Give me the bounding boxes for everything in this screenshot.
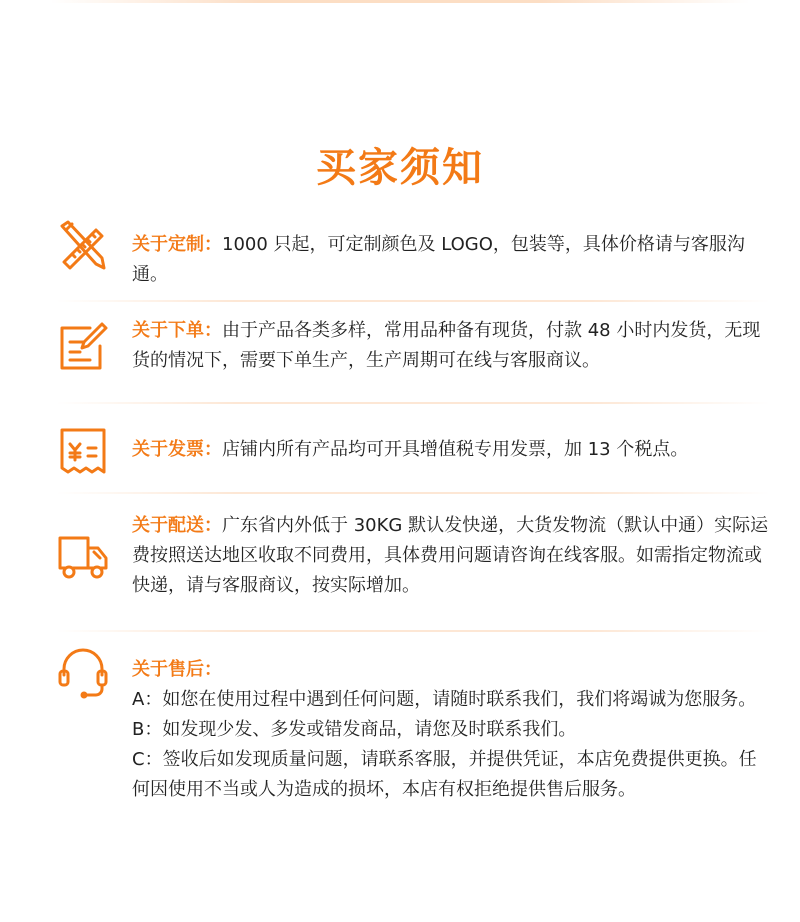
section-body: 店铺内所有产品均可开具增值税专用发票，加 13 个税点。 — [222, 439, 689, 460]
section-divider — [56, 492, 770, 494]
section-label: 关于定制： — [132, 234, 222, 255]
headset-icon — [56, 645, 110, 699]
pencil-ruler-icon — [56, 218, 110, 272]
top-divider — [50, 0, 750, 3]
section-text — [132, 230, 772, 290]
section-label: 关于配送： — [132, 515, 222, 536]
invoice-receipt-icon — [56, 424, 110, 478]
section-body: 广东省内外低于 30KG 默认发快递，大货发物流（默认中通）实际运费按照送达地区收取不同费用，具体费用问题请咨询在线客服。如需指定物流或快递，请与客服商议，按实际增加。 — [132, 515, 769, 596]
section-divider — [56, 300, 770, 302]
section-divider — [56, 630, 770, 632]
section-body-b: B：如发现少发、多发或错发商品，请您及时联系我们。 — [132, 719, 577, 740]
section-text — [132, 435, 772, 465]
section-label: 关于下单： — [132, 320, 222, 341]
section-body-a: A：如您在使用过程中遇到任何问题，请随时联系我们，我们将竭诚为您服务。 — [132, 689, 757, 710]
order-form-icon — [56, 320, 110, 374]
section-text — [132, 511, 772, 601]
section-body-c: C：签收后如发现质量问题，请联系客服，并提供凭证，本店免费提供更换。任何因使用不当或人为造成的损坏，本店有权拒绝提供售后服务。 — [132, 749, 757, 800]
delivery-truck-icon — [56, 528, 110, 582]
section-body: 由于产品各类多样，常用品种备有现货，付款 48 小时内发货，无现货的情况下，需要下单生产，生产周期可在线与客服商议。 — [132, 320, 761, 371]
section-divider — [56, 402, 770, 404]
page-title: 买家须知 — [316, 145, 484, 191]
section-label: 关于售后： — [132, 659, 222, 680]
section-text — [132, 316, 772, 376]
section-body: 1000 只起，可定制颜色及 LOGO，包装等，具体价格请与客服沟通。 — [132, 234, 745, 285]
section-label: 关于发票： — [132, 439, 222, 460]
section-text — [132, 655, 772, 805]
